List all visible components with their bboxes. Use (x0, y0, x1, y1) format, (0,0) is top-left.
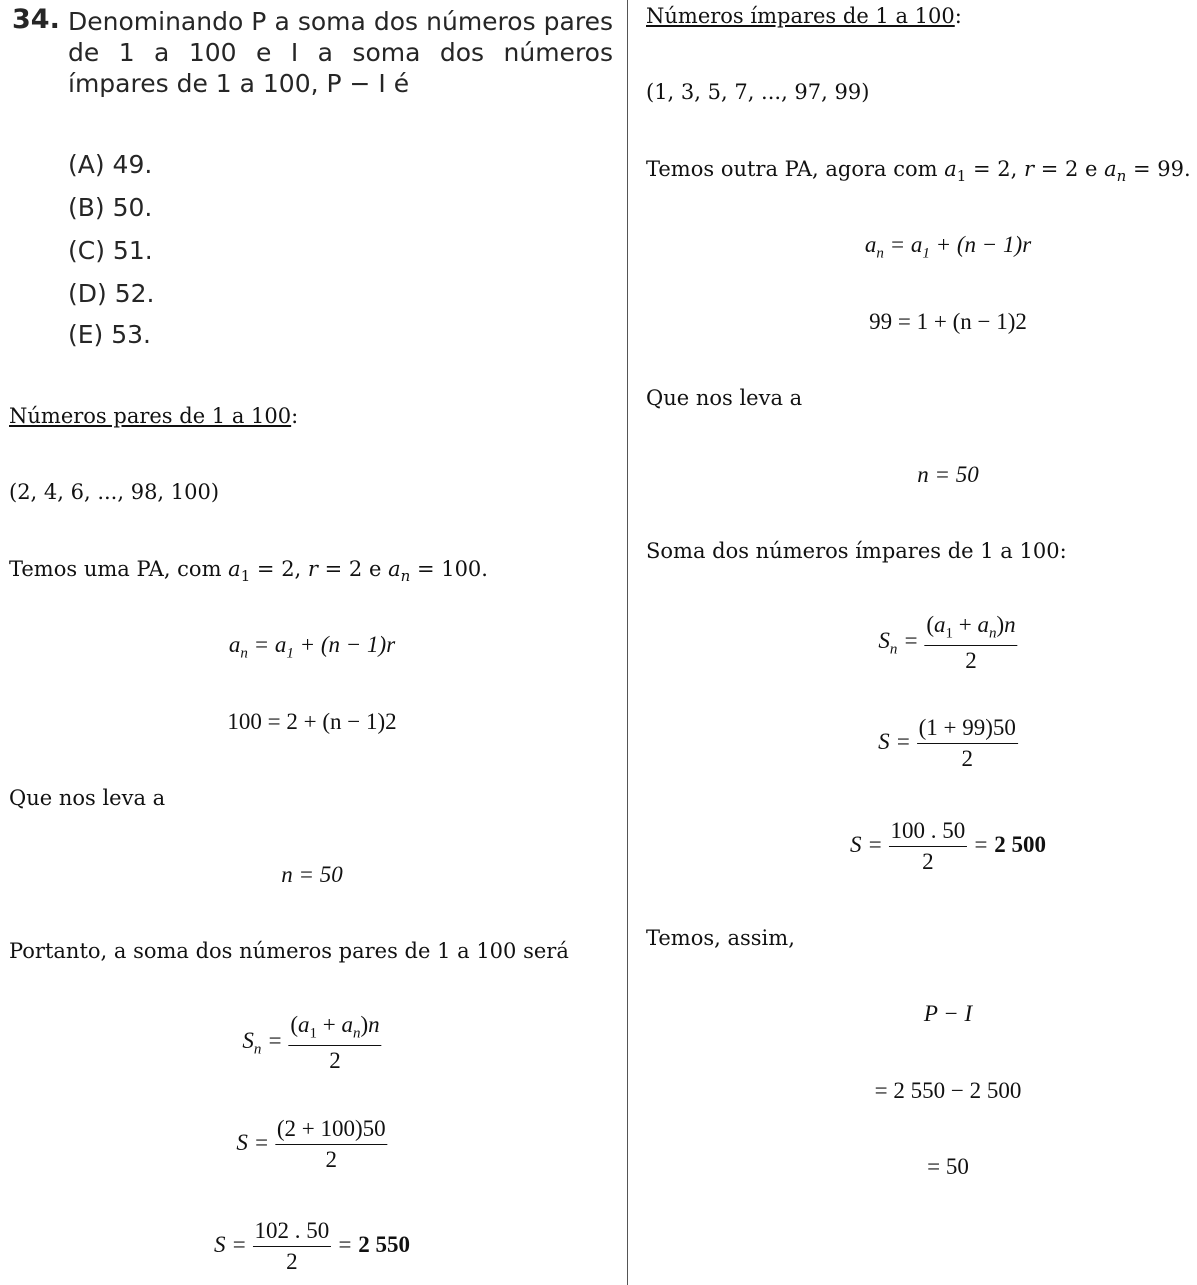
thus-text: Temos, assim, (646, 926, 795, 950)
odd-heading: Números ímpares de 1 a 100: (646, 4, 962, 28)
even-general-term: $a_n = a_1 + (n - 1)r$ (228, 632, 396, 662)
question-number: 34. (12, 4, 60, 35)
odd-general-term: $a_n = a_1 + (n - 1)r$ (864, 232, 1032, 262)
odd-substitution: 99 = 1 + (n − 1)2 (869, 309, 1027, 334)
difference: = 2 550 − 2 500 (874, 1078, 1022, 1103)
even-sum-formula: $S_n$ = $\frac{(a_1 + a_n)n}{2}$ (242, 1012, 380, 1073)
even-sum-result: S = $\frac{102 . 50}{2}$ = 2 550 (213, 1218, 411, 1274)
option-b: (B) 50. (68, 193, 153, 222)
final-answer: = 50 (927, 1154, 969, 1179)
odd-pa-intro: Temos outra PA, agora com $a_1 = 2$, r = 2 e $a_n = 99$. (646, 157, 1191, 186)
odd-n-result: n = 50 (917, 462, 979, 487)
odd-sum-result: S = $\frac{100 . 50}{2}$ = 2 500 (849, 818, 1047, 874)
odd-sum-formula: $S_n$ = $\frac{(a_1 + a_n)n}{2}$ (878, 612, 1016, 673)
even-substitution: 100 = 2 + (n − 1)2 (227, 709, 397, 734)
option-e: (E) 53. (68, 320, 152, 349)
option-c: (C) 51. (68, 236, 153, 265)
odd-sum-intro: Soma dos números ímpares de 1 a 100: (646, 539, 1067, 563)
even-sum-intro: Portanto, a soma dos números pares de 1 a 100 será (9, 939, 569, 963)
odd-leads-to: Que nos leva a (646, 386, 803, 410)
option-d: (D) 52. (68, 279, 155, 308)
even-leads-to: Que nos leva a (9, 786, 166, 810)
even-sum-substitution: S = $\frac{(2 + 100)50}{2}$ (236, 1116, 386, 1172)
column-divider (627, 0, 628, 1285)
odd-sum-substitution: S = $\frac{(1 + 99)50}{2}$ (878, 715, 1016, 771)
option-a: (A) 49. (68, 150, 153, 179)
even-n-result: n = 50 (281, 862, 343, 887)
odd-sequence: (1, 3, 5, 7, ..., 97, 99) (646, 80, 870, 104)
even-pa-intro: Temos uma PA, com $a_1 = 2$, r = 2 e $a_n = 100$. (9, 557, 488, 586)
p-minus-i: P − I (923, 1001, 973, 1026)
even-sequence: (2, 4, 6, ..., 98, 100) (9, 480, 220, 504)
even-heading: Números pares de 1 a 100: (9, 404, 299, 428)
question-text: Denominando P a soma dos números pares de 1 a 100 e I a soma dos números ímpares de 1 a 100, P − I é (68, 7, 613, 98)
